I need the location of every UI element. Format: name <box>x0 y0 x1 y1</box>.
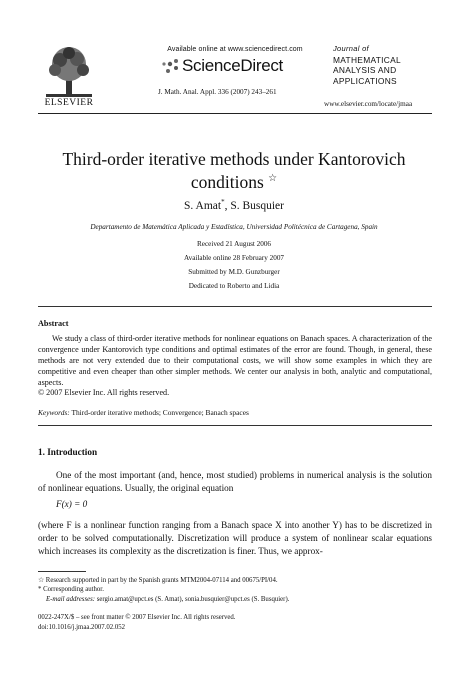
footnote-text: Research supported in part by the Spanish grants MTM2004-07114 and 00675/PI/04. <box>45 577 278 584</box>
author-separator: , <box>224 199 231 212</box>
footnote-funding <box>38 576 278 584</box>
title-line-2 <box>40 169 428 192</box>
abstract-heading: Abstract <box>38 319 69 328</box>
article-title <box>40 149 428 192</box>
keywords-list: Third-order iterative methods; Convergence; Banach spaces <box>71 408 249 417</box>
footnote-text: Corresponding author. <box>43 586 104 593</box>
abstract-top-rule <box>38 306 432 307</box>
journal-title-line: ANALYSIS AND <box>333 65 397 75</box>
footnote-emails <box>46 596 289 603</box>
title-line: conditions <box>190 171 264 192</box>
footnote-mark: ☆ <box>38 577 45 584</box>
journal-title-line: Journal of <box>333 44 369 53</box>
footnote-rule <box>38 571 86 572</box>
header-divider <box>38 113 432 114</box>
intro-paragraph: One of the most important (and, hence, most studied) problems in numerical analysis is the solution of nonlinear equations. Usually, the original equation <box>38 470 432 493</box>
journal-citation: J. Math. Anal. Appl. 336 (2007) 243–261 <box>158 88 277 96</box>
abstract-copyright: © 2007 Elsevier Inc. All rights reserved. <box>38 388 170 397</box>
abstract-bottom-rule <box>38 425 432 426</box>
title-line: Third-order iterative methods under Kantorovich <box>62 149 406 169</box>
author-name: S. Amat <box>184 199 222 212</box>
publisher-name: ELSEVIER <box>44 98 94 108</box>
journal-title-line: APPLICATIONS <box>333 75 397 86</box>
journal-url[interactable]: www.elsevier.com/locate/jmaa <box>324 100 413 108</box>
section-heading: 1. Introduction <box>38 447 98 457</box>
email-label: E-mail addresses: <box>46 596 96 603</box>
title-footnote-mark[interactable]: ☆ <box>268 173 278 184</box>
dedication: Dedicated to Roberto and Lidia <box>188 282 280 290</box>
affiliation: Departamento de Matemática Aplicada y Estadística, Universidad Politécnica de Cartagena, Spain <box>90 223 378 231</box>
equation: F(x) = 0 <box>56 499 88 509</box>
author-list <box>40 198 428 212</box>
intro-paragraph-continued: (where F is a nonlinear function ranging from a Banach space X into another Y) has to be discretized in order to be solved computationally. Discretization will produce a system of nonlinear scalar equations which increases its complexity as the discretization is finer. Thus, we approx- <box>38 520 432 556</box>
received-date: Received 21 August 2006 <box>196 240 272 248</box>
journal-title-line: MATHEMATICAL <box>333 54 401 65</box>
footnote-mark: * <box>38 586 42 593</box>
abstract-body: We study a class of third-order iterative methods for nonlinear equations on Banach spaces. A characterization of the convergence under Kantorovich type conditions and optimal estimates of the error are found. Though, in general, these methods are not very extended due to their computational costs, we will show some examples in which they are competitive and even cheaper than other simpler methods. We center our analysis in both, analytic and computational, aspects. <box>38 334 432 387</box>
footnote-corresponding <box>38 586 104 593</box>
corresponding-author-mark[interactable]: * <box>221 198 225 206</box>
submitted-by: Submitted by M.D. Gunzburger <box>188 268 280 276</box>
email-addresses[interactable]: sergio.amat@upct.es (S. Amat), sonia.busquier@upct.es (S. Busquier). <box>96 596 290 603</box>
author-name: S. Busquier <box>230 199 284 212</box>
platform-name: ScienceDirect <box>182 56 283 75</box>
available-online-banner: Available online at www.sciencedirect.com <box>167 46 303 53</box>
keywords <box>38 408 249 417</box>
available-date: Available online 28 February 2007 <box>183 254 285 262</box>
doi-link[interactable]: doi:10.1016/j.jmaa.2007.02.052 <box>38 624 126 631</box>
keywords-label: Keywords: <box>38 408 70 417</box>
issn-line: 0022-247X/$ – see front matter © 2007 Elsevier Inc. All rights reserved. <box>38 614 236 621</box>
elsevier-tree-logo <box>40 44 98 100</box>
journal-title <box>333 44 433 86</box>
